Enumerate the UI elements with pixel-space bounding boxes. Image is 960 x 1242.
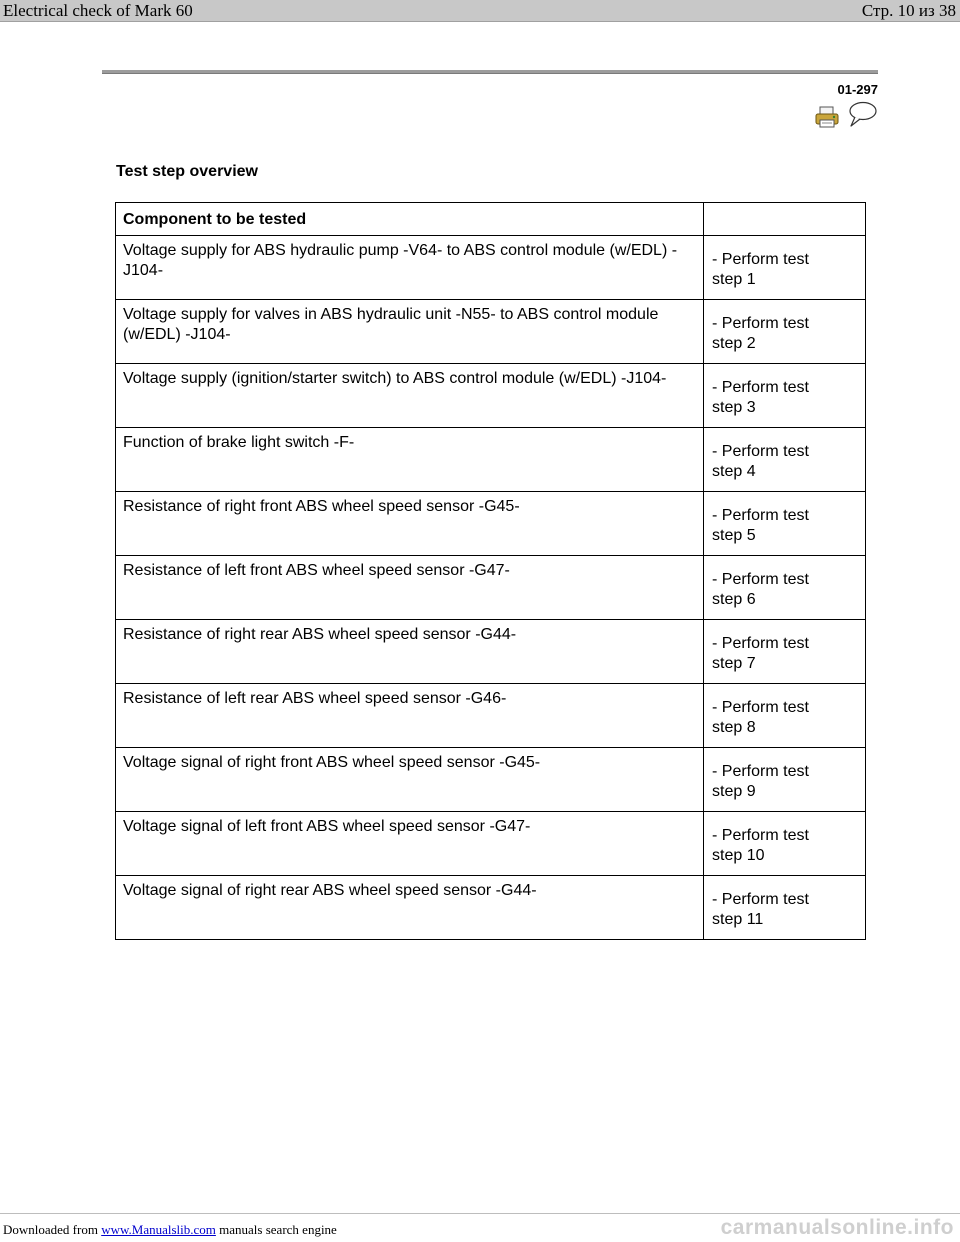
table-row (116, 684, 866, 748)
table-row (116, 812, 866, 876)
component-cell: Voltage supply for ABS hydraulic pump -V64- to ABS control module (w/EDL) -J104- (116, 236, 704, 300)
browser-header-bar (0, 0, 960, 22)
action-cell: - Perform test step 9 (704, 748, 866, 812)
component-cell: Voltage supply (ignition/starter switch) to ABS control module (w/EDL) -J104- (116, 364, 704, 428)
action-cell: - Perform test step 7 (704, 620, 866, 684)
header-rule (102, 70, 878, 74)
watermark-brand: carmanualsonline.info (720, 1216, 954, 1239)
table-row (116, 620, 866, 684)
table-row (116, 364, 866, 428)
action-cell: - Perform test step 3 (704, 364, 866, 428)
component-cell: Voltage supply for valves in ABS hydraulic unit -N55- to ABS control module (w/EDL) -J104- (116, 300, 704, 364)
printer-icon[interactable] (815, 106, 839, 128)
manualslib-link[interactable]: www.Manualslib.com (101, 1222, 216, 1237)
component-cell: Voltage signal of right front ABS wheel speed sensor -G45- (116, 748, 704, 812)
download-note (3, 1222, 337, 1238)
component-cell: Function of brake light switch -F- (116, 428, 704, 492)
component-cell: Voltage signal of left front ABS wheel speed sensor -G47- (116, 812, 704, 876)
download-suffix: manuals search engine (219, 1222, 337, 1237)
component-cell: Resistance of right rear ABS wheel speed sensor -G44- (116, 620, 704, 684)
page-counter: Стр. 10 из 38 (861, 1, 956, 20)
download-prefix: Downloaded from (3, 1222, 98, 1237)
speech-bubble-icon[interactable] (846, 100, 878, 128)
component-cell: Resistance of left front ABS wheel speed sensor -G47- (116, 556, 704, 620)
section-heading: Test step overview (116, 163, 258, 180)
table-row (116, 556, 866, 620)
table-row (116, 236, 866, 300)
header-component: Component to be tested (116, 203, 704, 236)
action-cell: - Perform test step 10 (704, 812, 866, 876)
component-cell: Voltage signal of right rear ABS wheel speed sensor -G44- (116, 876, 704, 940)
document-title: Electrical check of Mark 60 (3, 1, 193, 20)
action-cell: - Perform test step 2 (704, 300, 866, 364)
action-cell: - Perform test step 8 (704, 684, 866, 748)
action-cell: - Perform test step 4 (704, 428, 866, 492)
table-row (116, 428, 866, 492)
action-cell: - Perform test step 5 (704, 492, 866, 556)
action-cell: - Perform test step 6 (704, 556, 866, 620)
header-action (704, 203, 866, 236)
action-cell: - Perform test step 11 (704, 876, 866, 940)
component-cell: Resistance of right front ABS wheel speed sensor -G45- (116, 492, 704, 556)
action-cell: - Perform test step 1 (704, 236, 866, 300)
test-step-table (115, 202, 866, 940)
component-cell: Resistance of left rear ABS wheel speed sensor -G46- (116, 684, 704, 748)
table-row (116, 492, 866, 556)
table-row (116, 300, 866, 364)
table-row (116, 748, 866, 812)
footer-bar (0, 1213, 960, 1242)
page-code: 01-297 (837, 82, 878, 97)
table-header-row (116, 203, 866, 236)
table-row (116, 876, 866, 940)
